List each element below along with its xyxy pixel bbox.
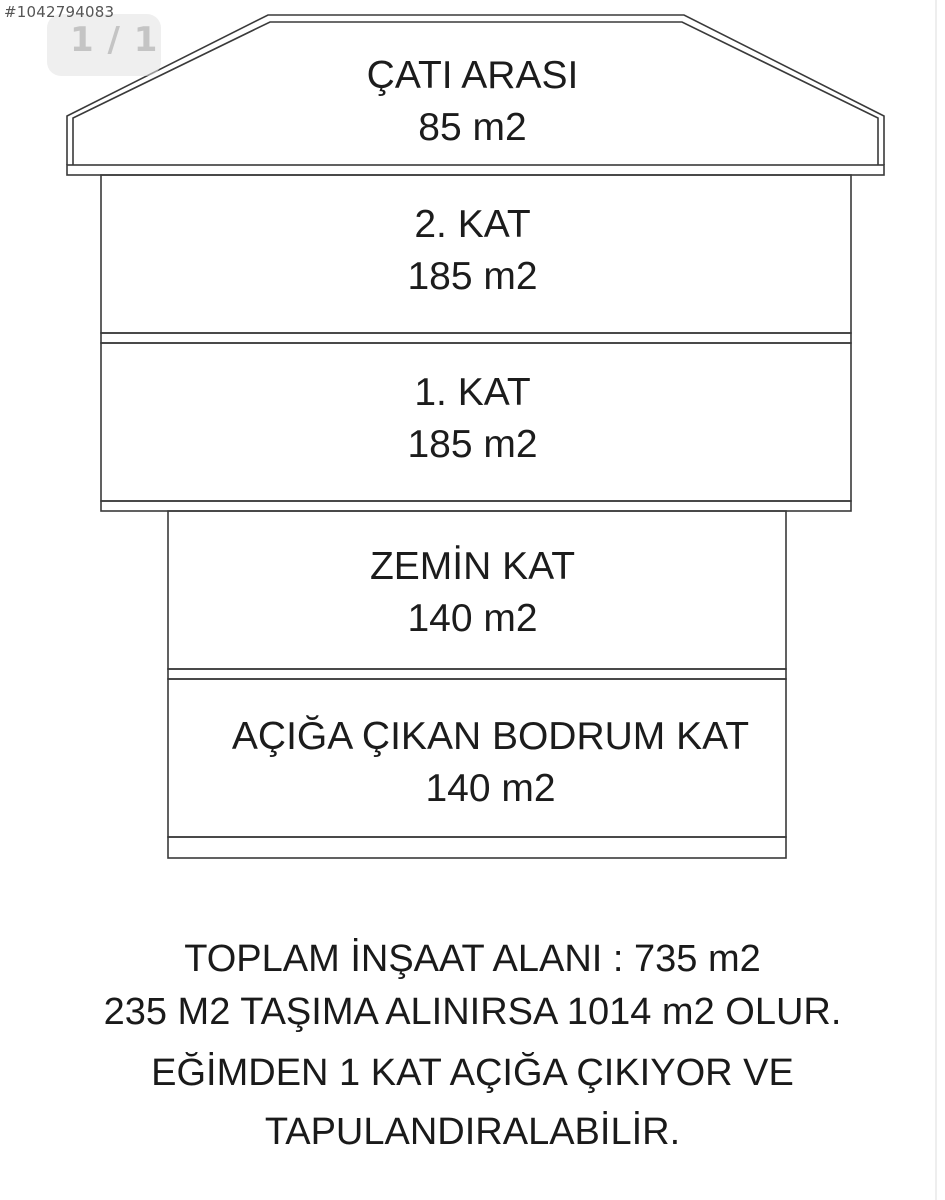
roof-base-slab <box>67 165 884 175</box>
floor-area: 185 m2 <box>407 423 538 466</box>
basement-slab <box>168 837 786 858</box>
summary-transfer-note: 235 M2 TAŞIMA ALINIRSA 1014 m2 OLUR. <box>103 991 842 1033</box>
floor-2-slab <box>101 333 851 343</box>
summary-title-note: TAPULANDIRALABİLİR. <box>264 1111 681 1153</box>
floor-1-slab <box>101 501 851 511</box>
floor-label-1 <box>0 367 945 471</box>
listing-id: #1042794083 <box>4 3 115 21</box>
floor-name: ÇATI ARASI <box>366 54 579 97</box>
floor-name: AÇIĞA ÇIKAN BODRUM KAT <box>231 715 750 758</box>
page-counter: 1 / 1 <box>70 20 159 60</box>
floor-label-2 <box>0 199 945 303</box>
floor-name: ZEMİN KAT <box>369 545 576 588</box>
floor-name: 1. KAT <box>414 371 531 414</box>
summary-total-area: TOPLAM İNŞAAT ALANI : 735 m2 <box>184 938 761 980</box>
floor-area: 140 m2 <box>425 767 556 810</box>
floor-label-attic <box>0 50 945 154</box>
floor-area: 185 m2 <box>407 255 538 298</box>
floor-label-ground <box>0 541 945 645</box>
summary-slope-note: EĞİMDEN 1 KAT AÇIĞA ÇIKIYOR VE <box>151 1052 794 1094</box>
floor-name: 2. KAT <box>414 203 531 246</box>
floor-area: 85 m2 <box>418 106 527 149</box>
floor-area: 140 m2 <box>407 597 538 640</box>
floor-label-basement <box>18 711 945 815</box>
ground-floor-slab <box>168 669 786 679</box>
